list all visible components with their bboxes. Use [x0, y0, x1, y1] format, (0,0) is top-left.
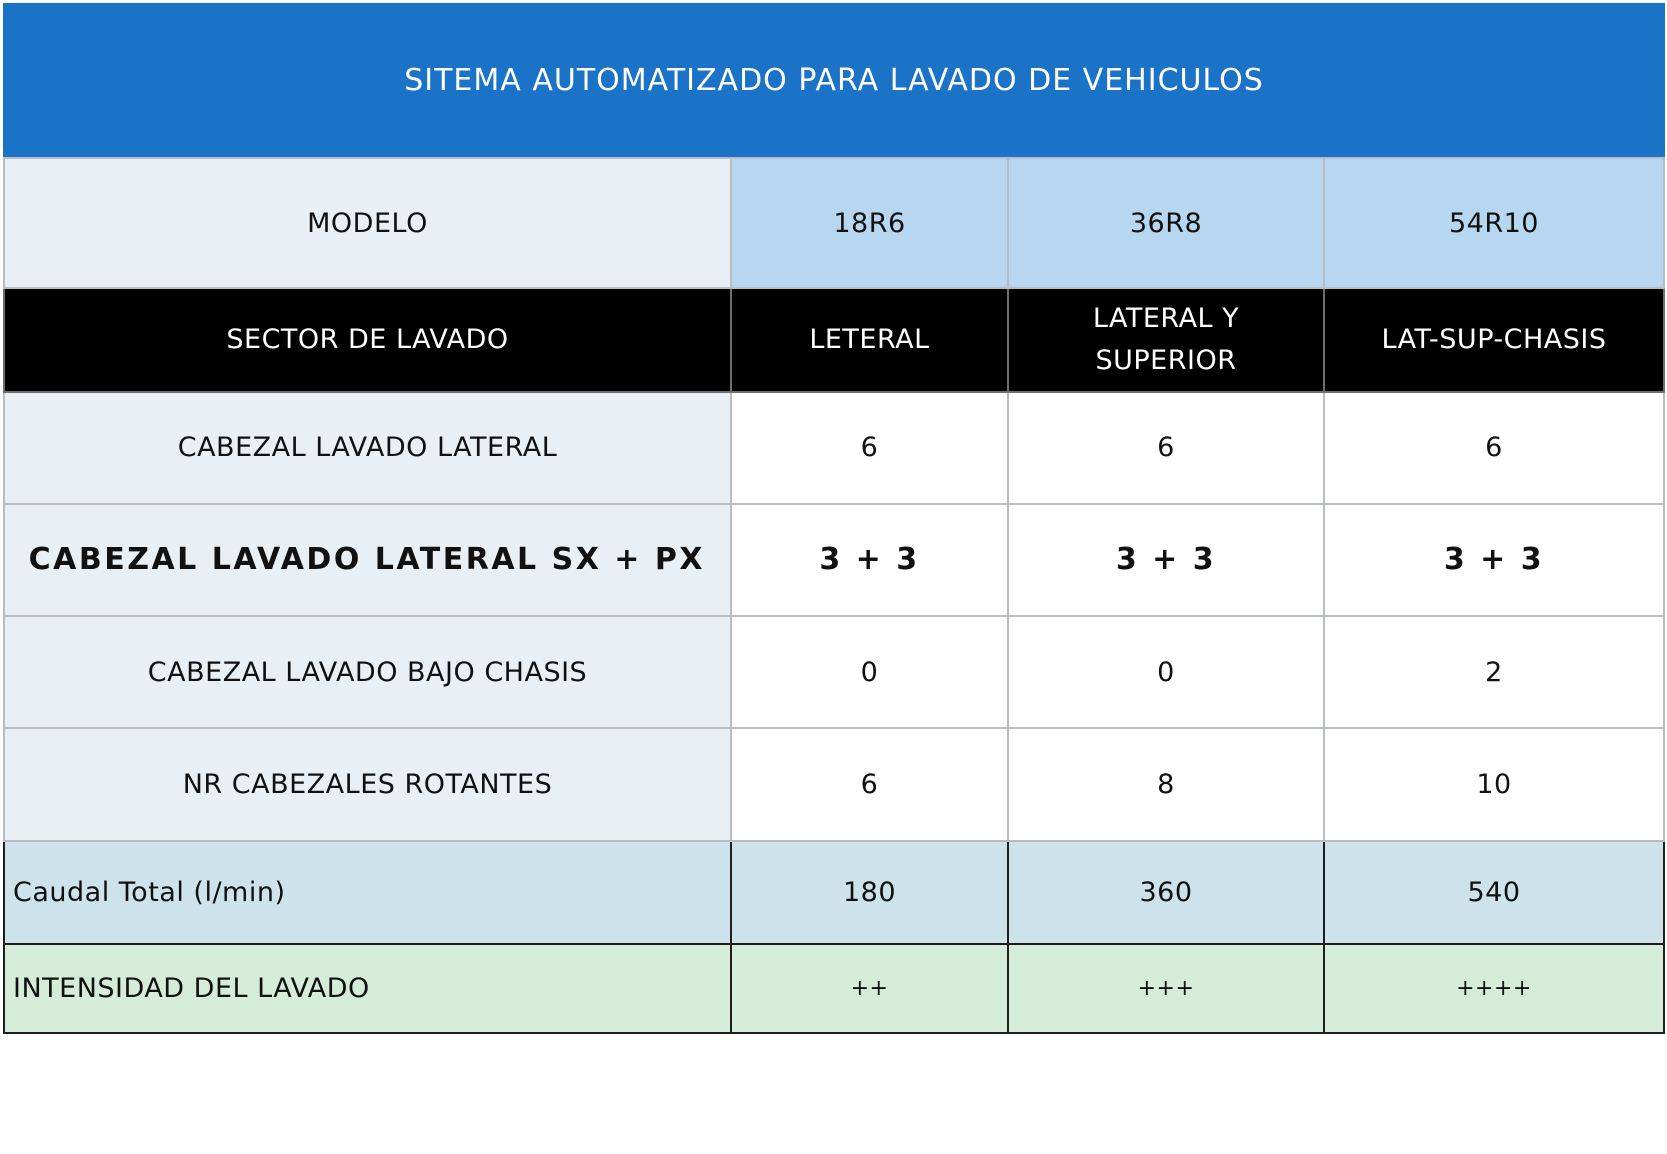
- intensity-label: INTENSIDAD DEL LAVADO: [4, 944, 731, 1033]
- row-label: CABEZAL LAVADO BAJO CHASIS: [4, 616, 731, 728]
- intensity-row: [4, 944, 1664, 1033]
- sector-value: LAT-SUP-CHASIS: [1324, 288, 1664, 391]
- model-label: MODELO: [4, 158, 731, 289]
- row-value: 0: [731, 616, 1008, 728]
- row-value: 3 + 3: [1324, 504, 1664, 616]
- table-row: [4, 616, 1664, 728]
- table-title: SITEMA AUTOMATIZADO PARA LAVADO DE VEHICULOS: [4, 4, 1664, 158]
- row-value: 2: [1324, 616, 1664, 728]
- caudal-value: 360: [1008, 841, 1324, 944]
- sector-value: [1008, 288, 1324, 391]
- model-row: [4, 158, 1664, 289]
- sector-row: [4, 288, 1664, 391]
- row-value: 6: [731, 392, 1008, 504]
- row-value: 10: [1324, 728, 1664, 840]
- table-row: [4, 728, 1664, 840]
- row-value: 6: [1008, 392, 1324, 504]
- intensity-value: +++: [1008, 944, 1324, 1033]
- model-value: 36R8: [1008, 158, 1324, 289]
- sector-label: SECTOR DE LAVADO: [4, 288, 731, 391]
- caudal-row: [4, 841, 1664, 944]
- row-value: 6: [731, 728, 1008, 840]
- row-label: CABEZAL LAVADO LATERAL SX + PX: [4, 504, 731, 616]
- row-value: 6: [1324, 392, 1664, 504]
- row-value: 3 + 3: [1008, 504, 1324, 616]
- row-value: 3 + 3: [731, 504, 1008, 616]
- row-value: 0: [1008, 616, 1324, 728]
- row-value: 8: [1008, 728, 1324, 840]
- spec-table: [3, 3, 1665, 1034]
- sector-value: LETERAL: [731, 288, 1008, 391]
- sector-value-text: LATERAL Y SUPERIOR: [1092, 303, 1240, 376]
- intensity-value: ++: [731, 944, 1008, 1033]
- caudal-value: 180: [731, 841, 1008, 944]
- table-row: [4, 392, 1664, 504]
- row-label: CABEZAL LAVADO LATERAL: [4, 392, 731, 504]
- caudal-value: 540: [1324, 841, 1664, 944]
- model-value: 54R10: [1324, 158, 1664, 289]
- caudal-label: Caudal Total (l/min): [4, 841, 731, 944]
- model-value: 18R6: [731, 158, 1008, 289]
- title-row: [4, 4, 1664, 158]
- row-label: NR CABEZALES ROTANTES: [4, 728, 731, 840]
- table-row: [4, 504, 1664, 616]
- intensity-value: ++++: [1324, 944, 1664, 1033]
